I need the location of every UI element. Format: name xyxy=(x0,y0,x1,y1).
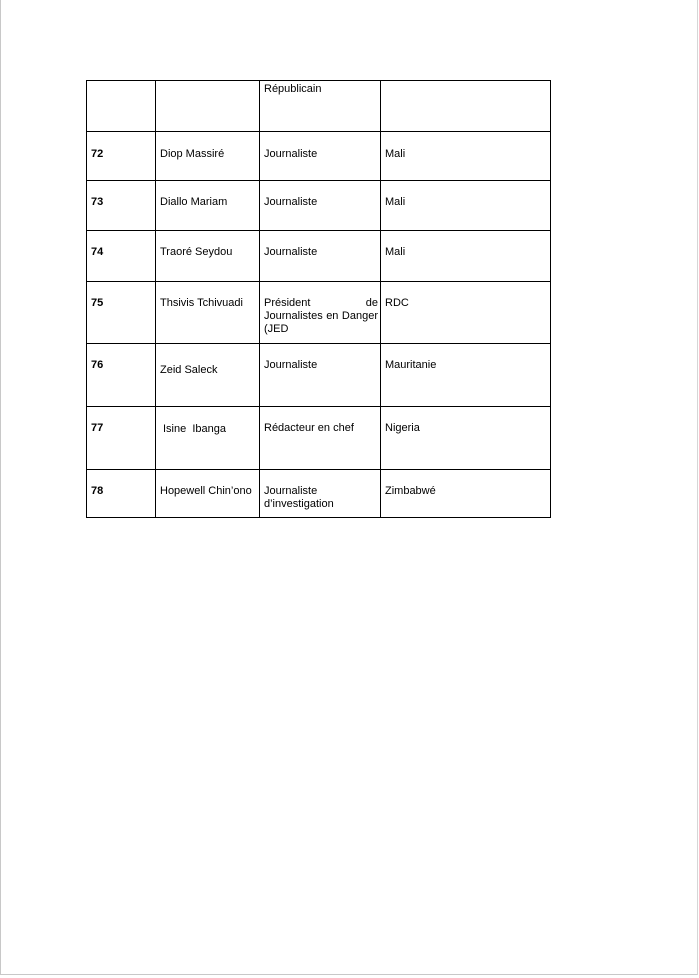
row-number-cell: 73 xyxy=(87,181,156,231)
country-cell: Mali xyxy=(381,231,551,282)
function-cell: Journaliste xyxy=(260,344,381,407)
name-cell: Diop Massiré xyxy=(156,132,260,181)
function-cell: Président de Journalistes en Danger (JED xyxy=(260,282,381,344)
row-number-cell: 72 xyxy=(87,132,156,181)
row-number-cell: 78 xyxy=(87,470,156,518)
table-row xyxy=(87,470,551,518)
function-cell: Journaliste xyxy=(260,132,381,181)
row-number-cell: 76 xyxy=(87,344,156,407)
table-row xyxy=(87,344,551,407)
row-number-cell xyxy=(87,81,156,132)
function-cell: Rédacteur en chef xyxy=(260,407,381,470)
country-cell: Mali xyxy=(381,132,551,181)
country-cell: Mali xyxy=(381,181,551,231)
country-cell xyxy=(381,81,551,132)
function-cell: Républicain xyxy=(260,81,381,132)
country-cell: Nigeria xyxy=(381,407,551,470)
name-cell: Zeid Saleck xyxy=(156,344,260,407)
name-cell: Isine Ibanga xyxy=(156,407,260,470)
name-cell xyxy=(156,81,260,132)
country-cell: RDC xyxy=(381,282,551,344)
name-cell: Diallo Mariam xyxy=(156,181,260,231)
name-cell: Hopewell Chin’ono xyxy=(156,470,260,518)
table-row xyxy=(87,81,551,132)
row-number-cell: 77 xyxy=(87,407,156,470)
function-cell: Journaliste xyxy=(260,181,381,231)
name-cell: Thsivis Tchivuadi xyxy=(156,282,260,344)
country-cell: Zimbabwé xyxy=(381,470,551,518)
table-row xyxy=(87,282,551,344)
function-cell: Journaliste xyxy=(260,231,381,282)
row-number-cell: 74 xyxy=(87,231,156,282)
country-cell: Mauritanie xyxy=(381,344,551,407)
function-cell: Journaliste d’investigation xyxy=(260,470,381,518)
table-row xyxy=(87,181,551,231)
table-row xyxy=(87,407,551,470)
row-number-cell: 75 xyxy=(87,282,156,344)
table-row xyxy=(87,231,551,282)
table-row xyxy=(87,132,551,181)
journalists-table xyxy=(86,80,551,518)
name-cell: Traoré Seydou xyxy=(156,231,260,282)
